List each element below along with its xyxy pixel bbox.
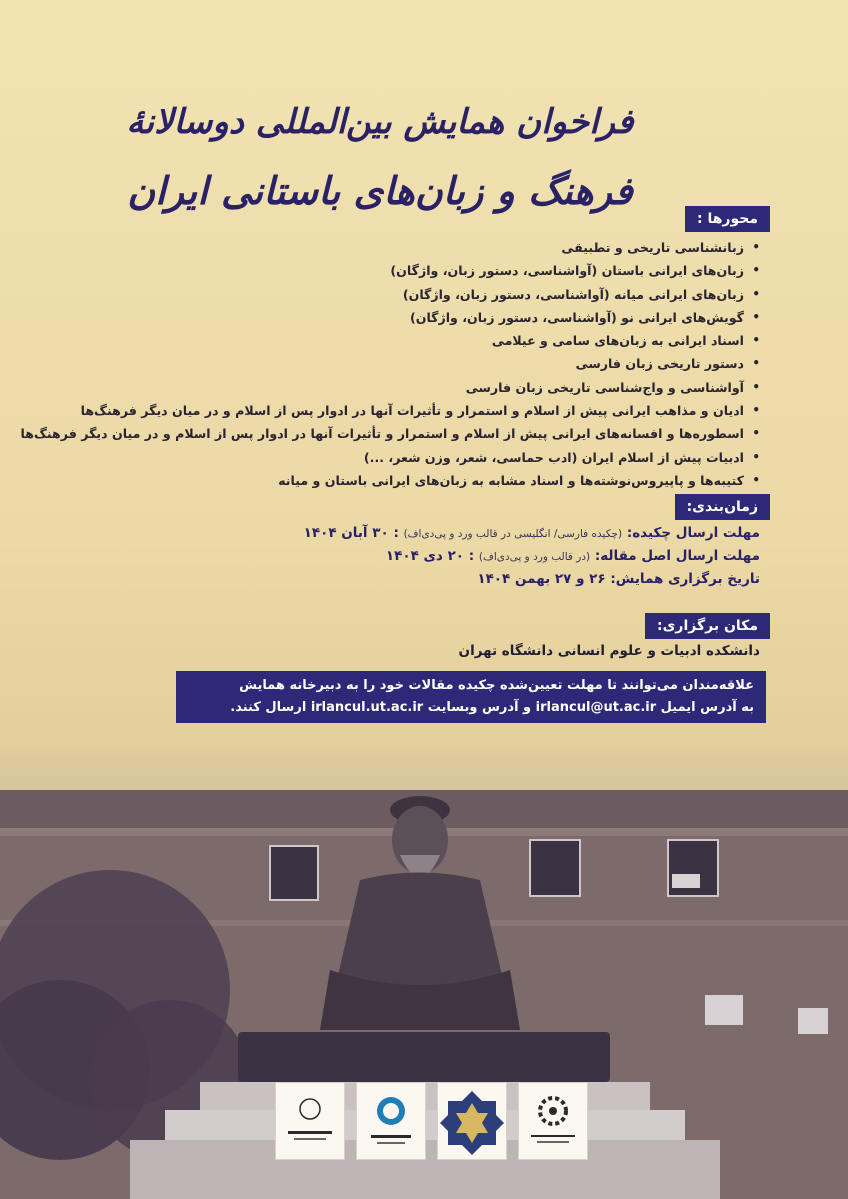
bullet-icon: • <box>752 240 760 254</box>
statue-plinth <box>238 1032 610 1082</box>
bullet-icon: • <box>752 333 760 348</box>
ac-unit <box>798 1008 828 1034</box>
bullet-icon: • <box>752 379 760 394</box>
topic-item: • ادیان و مذاهب ایرانی پیش از اسلام و استمرار و تأثیرات آنها در ادوار پس از اسلام و در میان دیگر فرهنگ‌ها <box>60 399 760 422</box>
bullet-icon: • <box>752 263 760 278</box>
topic-item: • کتیبه‌ها و پاپیروس‌نوشته‌ها و اسناد مشابه به زبان‌های ایرانی باستان و میانه <box>60 469 760 492</box>
bullet-icon: • <box>752 309 760 324</box>
conference-date: تاریخ برگزاری همایش: ۲۶ و ۲۷ بهمن ۱۴۰۴ <box>477 571 760 587</box>
abstract-deadline: مهلت ارسال چکیده: (چکیده فارسی/ انگلیسی در قالب ورد و پی‌دی‌اف) : ۳۰ آبان ۱۴۰۴ <box>303 525 760 541</box>
topic-item: • زبان‌های ایرانی میانه (آواشناسی، دستور زبان، واژگان) <box>60 283 760 306</box>
research-institute-logo <box>518 1082 588 1160</box>
window <box>270 846 318 900</box>
venue-header: مکان برگزاری: <box>645 613 770 639</box>
topics-list <box>20 236 760 492</box>
bullet-icon: • <box>752 403 760 418</box>
topic-item: • زبان‌های ایرانی باستان (آواشناسی، دستور زبان، واژگان) <box>60 259 760 282</box>
topic-item: • ادبیات پیش از اسلام ایران (ادب حماسی، شعر، وزن شعر، ...) <box>60 446 760 469</box>
heritage-institute-logo <box>356 1082 426 1160</box>
poster-title-line1: فراخوان همایش بین‌المللی دوسالانهٔ <box>126 102 634 142</box>
topic-item: • گویش‌های ایرانی نو (آواشناسی، دستور زبان، واژگان) <box>60 306 760 329</box>
window <box>530 840 580 896</box>
university-of-tehran-logo <box>275 1082 345 1160</box>
topic-item: • دستور تاریخی زبان فارسی <box>60 352 760 375</box>
bullet-icon: • <box>752 426 760 441</box>
ac-unit <box>705 995 743 1025</box>
timing-section <box>60 522 760 591</box>
bullet-icon: • <box>752 472 760 487</box>
submission-notice <box>176 671 766 723</box>
topic-item: • اسناد ایرانی به زبان‌های سامی و عیلامی <box>60 329 760 352</box>
paper-deadline: مهلت ارسال اصل مقاله: (در قالب ورد و پی‌دی‌اف) : ۲۰ دی ۱۴۰۴ <box>385 548 760 564</box>
topic-item: • زبانشناسی تاریخی و تطبیقی <box>60 236 760 259</box>
notice-line2: به آدرس ایمیل irlancul@ut.ac.ir و آدرس وبسایت irlancul.ut.ac.ir ارسال کنند. <box>230 700 754 715</box>
topic-item: • اسطوره‌ها و افسانه‌های ایرانی پیش از اسلام و استمرار و تأثیرات آنها در ادوار پس از اسلام و در میان دیگر فرهنگ‌ها <box>60 422 760 445</box>
bullet-icon: • <box>752 286 760 301</box>
notice-line1: علاقه‌مندان می‌توانند تا مهلت تعیین‌شده چکیده مقالات خود را به دبیرخانه همایش <box>239 678 754 693</box>
topics-header: محورها : <box>685 206 770 232</box>
venue-text: دانشکده ادبیات و علوم انسانی دانشگاه تهران <box>458 643 760 659</box>
poster-title-line2: فرهنگ و زبان‌های باستانی ایران <box>127 168 633 213</box>
ac-unit <box>672 874 700 888</box>
timing-header: زمان‌بندی: <box>675 494 770 520</box>
ornamental-seal-logo <box>437 1082 507 1160</box>
bullet-icon: • <box>752 356 760 371</box>
bullet-icon: • <box>752 449 760 464</box>
topic-item: • آواشناسی و واج‌شناسی تاریخی زبان فارسی <box>60 376 760 399</box>
